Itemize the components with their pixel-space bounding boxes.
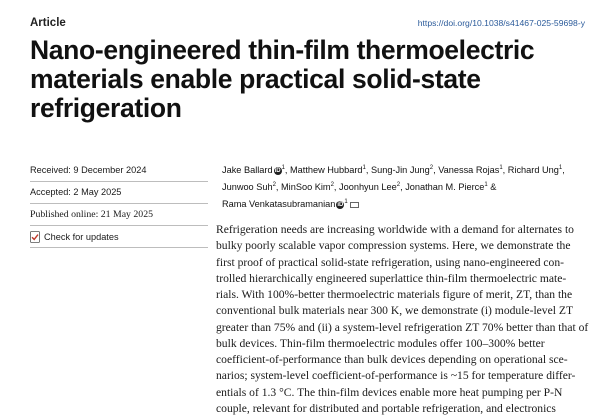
abstract-line: couple, relevant for distributed and portable refrigeration, and electronics — [216, 401, 556, 415]
author-list — [222, 162, 590, 213]
abstract-line: greater than 75% and (ii) a system-level refrigeration ZT 70% better than that of — [216, 320, 589, 334]
author[interactable]: Matthew Hubbard$^1$, — [290, 164, 371, 175]
article-header — [30, 17, 585, 31]
author[interactable]: Jake Ballard $iD^1$, — [222, 164, 291, 175]
author[interactable]: Richard Ung$^1$, — [507, 164, 565, 175]
doi-url[interactable]: https://doi.org/10.1038/s41467-025-59698-y — [417, 18, 585, 28]
publication-dates — [30, 160, 208, 248]
doi-link[interactable] — [418, 18, 585, 28]
orcid-icon[interactable]: iD — [274, 167, 281, 174]
published-date: Published online: 21 May 2025 — [30, 204, 208, 226]
abstract — [216, 222, 590, 417]
received-date: Received: 9 December 2024 — [30, 160, 208, 182]
check-for-updates-button[interactable] — [30, 226, 208, 248]
abstract-line: entials of 1.3 °C. The thin-film devices enable more heat pumping per P-N — [216, 385, 563, 399]
author[interactable]: Sung-Jin Jung$^2$, — [371, 164, 439, 175]
abstract-line: conventional bulk materials near 300 K, we demonstrate (i) module-level ZT — [216, 304, 574, 318]
check-for-updates-label: Check for updates — [44, 231, 119, 242]
accepted-date: Accepted: 2 May 2025 — [30, 182, 208, 204]
author[interactable]: Jonathan M. Pierce$^1$ & — [405, 181, 497, 192]
check-for-updates-icon — [30, 231, 40, 243]
abstract-line: rials. With 100%-better thermoelectric materials figure of merit, ZT, than the — [216, 288, 573, 301]
email-icon[interactable] — [350, 202, 359, 208]
author[interactable]: MinSoo Kim$^2$, — [281, 181, 340, 192]
abstract-paragraph — [216, 222, 590, 417]
paper-title: Nano-engineered thin-film thermoelectric materials enable practical solid-state refrigeration — [30, 35, 535, 123]
abstract-line: narios; system-level coefficient-of-performance is ~15 for temperature differ- — [216, 369, 576, 383]
abstract-line: bulky poorly scalable vapor compression systems. Here, we demonstrate the — [216, 239, 571, 253]
abstract-line: bulk devices. Thin-film thermoelectric modules offer 100–300% better — [216, 336, 545, 350]
abstract-line: coefficient-of-performance than bulk devices depending on operational sce- — [216, 353, 568, 366]
article-type-label: Article — [30, 17, 66, 29]
abstract-line: Refrigeration needs are increasing worldwide with a demand for alternates to — [216, 223, 574, 236]
author[interactable]: Joonhyun Lee$^2$, — [339, 181, 406, 192]
orcid-icon[interactable]: iD — [337, 201, 344, 208]
abstract-line: first proof of practical solid-state refrigeration, using nano-engineered con- — [216, 255, 564, 269]
author[interactable]: Vanessa Rojas$^1$, — [438, 164, 508, 175]
author[interactable]: Rama Venkatasubramanian $iD^1$ — [222, 199, 359, 209]
author[interactable]: Junwoo Suh$^2$, — [222, 181, 282, 192]
abstract-line: trolled hierarchically engineered superlattice thin-film thermoelectric mate- — [216, 271, 567, 285]
